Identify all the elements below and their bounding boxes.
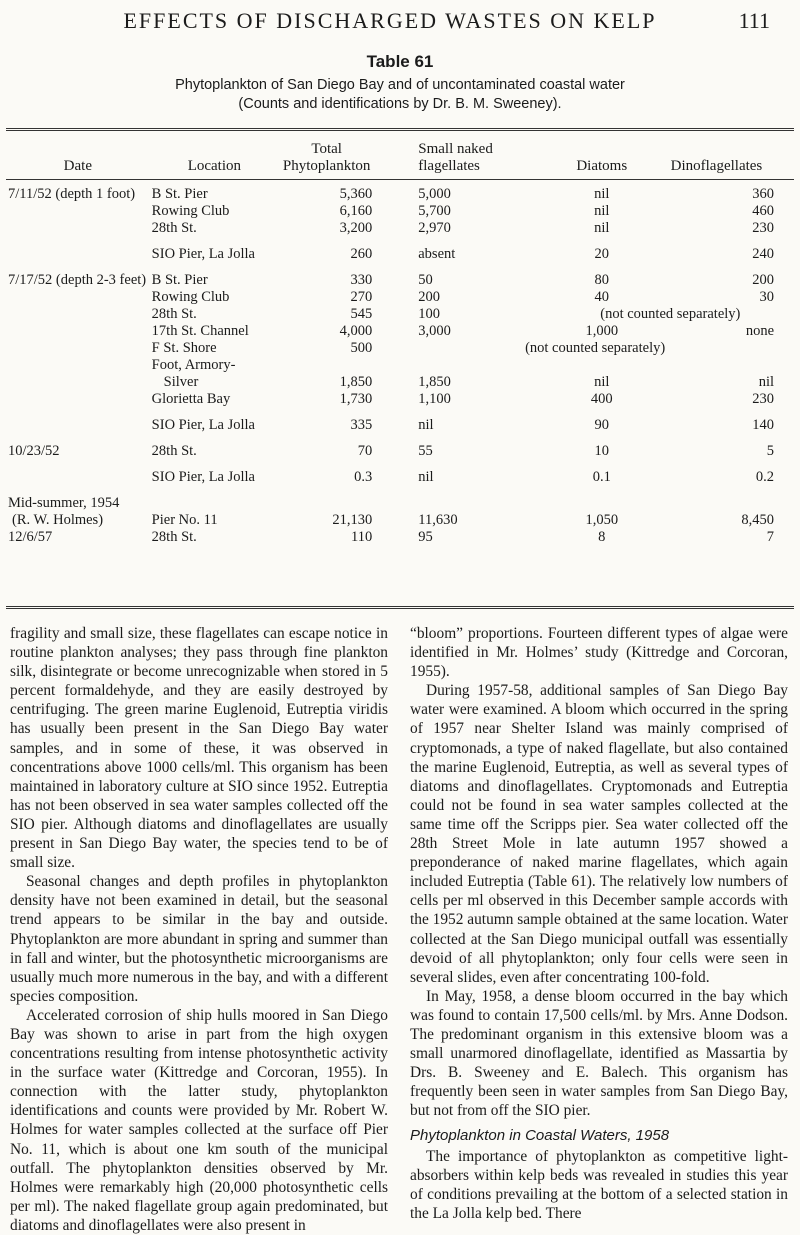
cell-diatoms: nil xyxy=(594,186,610,202)
cell-diatoms: 1,050 xyxy=(585,512,619,528)
table-row xyxy=(6,460,794,486)
cell-date xyxy=(6,391,150,408)
cell-total: 0.3 xyxy=(354,469,373,485)
table-caption xyxy=(40,76,760,114)
col-header-total: Total Phytoplankton xyxy=(282,141,371,174)
cell-date: 10/23/52 xyxy=(8,443,60,459)
cell-total: 500 xyxy=(350,340,373,356)
cell-date: Mid-summer, 1954 xyxy=(8,495,120,511)
left-text-column xyxy=(10,624,388,1235)
cell-flagellates: 11,630 xyxy=(418,512,458,528)
cell-location: Foot, Armory- xyxy=(151,357,236,373)
cell-date xyxy=(6,220,150,237)
cell-dinoflagellates: 7 xyxy=(766,529,774,545)
cell-dinoflagellates: 240 xyxy=(752,246,774,262)
table-row xyxy=(6,434,794,460)
cell-total: 270 xyxy=(350,289,373,305)
cell-total: 21,130 xyxy=(332,512,373,528)
cell-location: Pier No. 11 xyxy=(151,512,218,528)
table-row xyxy=(6,512,794,529)
cell-date xyxy=(6,203,150,220)
cell-total: 330 xyxy=(350,272,373,288)
cell-date xyxy=(6,306,150,323)
table-row xyxy=(6,186,794,203)
cell-diatoms: 90 xyxy=(594,417,610,433)
cell-date xyxy=(6,460,150,486)
cell-date xyxy=(6,340,150,357)
cell-location: Glorietta Bay xyxy=(151,391,231,407)
cell-total xyxy=(279,357,396,374)
paragraph: fragility and small size, these flagellates can escape notice in routine plankton analyses; they pass through fine plankton silk, disintegrate or become unrecognizable when stored in 5 percent formaldehyde, and they are easily destroyed by centrifuging. The green marine Euglenoid, Eutreptia viridis has usually been present in the San Diego Bay water samples, and in some of these, it was observed in concentrations above 1000 cells/ml. This organism has been maintained in laboratory culture at SIO since 1952. Eutreptia has not been observed in sea water samples collected off the SIO pier. Although diatoms and dinoflagellates are usually present in San Diego Bay water, the species tend to be of small size. xyxy=(10,625,388,872)
cell-total: 545 xyxy=(350,306,373,322)
cell-total: 4,000 xyxy=(339,323,373,339)
cell-diatoms: nil xyxy=(594,220,610,236)
cell-total: 1,730 xyxy=(339,391,373,407)
table-header-row xyxy=(6,141,794,180)
col-header-date: Date xyxy=(63,158,92,174)
table-caption-line1: Phytoplankton of San Diego Bay and of uncontaminated coastal water xyxy=(175,77,625,93)
cell-diatoms: 20 xyxy=(594,246,610,262)
paragraph: In May, 1958, a dense bloom occurred in the bay which was found to contain 17,500 cells/ml. by Mrs. Anne Dodson. The predominant organism in this extensive bloom was a small unarmored dinoflagellate, identified as Massartia by Drs. B. Sweeney and E. Balech. This organism has frequently been seen in water samples from San Diego Bay, but not from off the SIO pier. xyxy=(410,987,788,1120)
cell-date xyxy=(6,374,150,391)
table-row xyxy=(6,306,794,323)
cell-location: SIO Pier, La Jolla xyxy=(151,246,255,262)
cell-flagellates: 100 xyxy=(418,306,440,322)
cell-flagellates: 1,100 xyxy=(418,391,451,407)
cell-flagellates: 55 xyxy=(418,443,433,459)
cell-total: 335 xyxy=(350,417,373,433)
cell-total: 260 xyxy=(350,246,373,262)
cell-flagellates: 1,850 xyxy=(418,374,451,390)
paragraph: The importance of phytoplankton as competitive light-absorbers within kelp beds was revealed in studies this year of conditions prevailing at the bottom of a selected station in the La Jolla kelp bed. There xyxy=(410,1147,788,1222)
cell-dinoflagellates: nil xyxy=(758,374,774,390)
col-header-dinoflagellates: Dinoflagellates xyxy=(670,158,763,174)
table-row xyxy=(6,357,794,374)
cell-date: 7/17/52 (depth 2-3 feet) xyxy=(8,272,147,288)
cell-date xyxy=(6,289,150,306)
col-header-location: Location xyxy=(187,158,242,174)
section-heading: Phytoplankton in Coastal Waters, 1958 xyxy=(410,1127,670,1145)
cell-flagellates: 2,970 xyxy=(418,220,451,236)
col-header-diatoms: Diatoms xyxy=(576,158,628,174)
cell-diatoms: 10 xyxy=(594,443,610,459)
cell-location: 28th St. xyxy=(151,529,197,545)
cell-flagellates: 50 xyxy=(418,272,433,288)
table-row xyxy=(6,486,794,512)
table-row xyxy=(6,220,794,237)
cell-date xyxy=(6,323,150,340)
cell-location: B St. Pier xyxy=(151,272,208,288)
cell-flagellates: nil xyxy=(418,417,434,433)
cell-diatoms: 1,000 xyxy=(585,323,619,339)
cell-date: 12/6/57 xyxy=(8,529,53,545)
paragraph: “bloom” proportions. Fourteen different types of algae were identified in Mr. Holmes’ study (Kittredge and Corcoran, 1955). xyxy=(410,625,788,681)
cell-date xyxy=(6,408,150,434)
cell-date xyxy=(6,237,150,263)
running-head xyxy=(0,8,800,38)
cell-dinoflagellates: 460 xyxy=(752,203,774,219)
table-row xyxy=(6,391,794,408)
cell-diatoms: nil xyxy=(594,374,610,390)
cell-total: 3,200 xyxy=(339,220,373,236)
cell-total: 5,360 xyxy=(339,186,373,202)
cell-date: (R. W. Holmes) xyxy=(12,512,104,528)
cell-note: (not counted separately) xyxy=(600,306,741,322)
cell-dinoflagellates: 200 xyxy=(752,272,774,288)
table-row xyxy=(6,203,794,220)
cell-flagellates: 200 xyxy=(418,289,440,305)
cell-flagellates: nil xyxy=(418,469,434,485)
cell-total: 6,160 xyxy=(339,203,373,219)
table-row xyxy=(6,263,794,289)
cell-location: Rowing Club xyxy=(151,203,230,219)
cell-location: SIO Pier, La Jolla xyxy=(151,417,255,433)
cell-dinoflagellates: none xyxy=(745,323,774,339)
cell-dinoflagellates: 230 xyxy=(752,220,774,236)
cell-location: Silver xyxy=(163,374,199,390)
cell-diatoms: 8 xyxy=(598,529,606,545)
cell-dinoflagellates: 30 xyxy=(759,289,774,305)
running-title: EFFECTS OF DISCHARGED WASTES ON KELP xyxy=(123,8,657,33)
cell-dinoflagellates: 360 xyxy=(752,186,774,202)
paragraph: Seasonal changes and depth profiles in phytoplankton density have not been examined in detail, but the seasonal trend appears to be similar in the bay and outside. Phytoplankton are more abundant in spring and summer than in fall and winter, but the photosynthetic microorganisms are usually much more numerous in the bay, and with a different species composition. xyxy=(10,873,388,1005)
cell-diatoms: 40 xyxy=(594,289,610,305)
cell-location: B St. Pier xyxy=(151,186,208,202)
table-row xyxy=(6,289,794,306)
table-row xyxy=(6,340,794,357)
cell-total: 70 xyxy=(357,443,373,459)
table-label: Table 61 xyxy=(366,52,434,71)
cell-location: 28th St. xyxy=(151,220,197,236)
table-row xyxy=(6,529,794,546)
table-row xyxy=(6,374,794,391)
cell-dinoflagellates: 0.2 xyxy=(755,469,774,485)
cell-dinoflagellates: 140 xyxy=(752,417,774,433)
right-text-column xyxy=(410,624,788,1223)
cell-diatoms: nil xyxy=(594,203,610,219)
cell-dinoflagellates: 8,450 xyxy=(741,512,774,528)
page-number: 111 xyxy=(738,8,770,33)
cell-flagellates: 3,000 xyxy=(418,323,451,339)
cell-diatoms: 0.1 xyxy=(592,469,611,485)
table-bottom-rule xyxy=(6,606,794,609)
cell-dinoflagellates: 5 xyxy=(766,443,774,459)
cell-flagellates: absent xyxy=(418,246,456,262)
paragraph: Accelerated corrosion of ship hulls moored in San Diego Bay was shown to arise in part from the high oxygen concentrations resulting from intense photosynthetic activity in the surface water (Kittredge and Corcoran, 1955). In connection with the latter study, phytoplankton identifications and counts were provided by Mr. Robert W. Holmes for water samples collected at the surface off Pier No. 11, which is about one km south of the municipal outfall. The phytoplankton densities observed by Mr. Holmes were remarkably high (20,000 photosynthetic cells per ml). The naked flagellate group again predominated, but diatoms and dinoflagellates were also present in xyxy=(10,1006,388,1234)
cell-date xyxy=(6,357,150,374)
col-header-flagellates: Small naked flagellates xyxy=(418,141,493,174)
cell-location: Rowing Club xyxy=(151,289,230,305)
cell-flagellates: 5,700 xyxy=(418,203,451,219)
cell-note: (not counted separately) xyxy=(525,340,666,356)
cell-date: 7/11/52 (depth 1 foot) xyxy=(8,186,136,202)
cell-location: F St. Shore xyxy=(151,340,217,356)
cell-diatoms: 80 xyxy=(594,272,610,288)
cell-total: 110 xyxy=(351,529,373,545)
cell-dinoflagellates: 230 xyxy=(752,391,774,407)
table-row xyxy=(6,237,794,263)
paragraph: During 1957-58, additional samples of San Diego Bay water were examined. A bloom which occurred in the spring of 1957 near Shelter Island was mainly comprised of cryptomonads, a type of naked flagellate, but also contained the marine Euglenoid, Eutreptia, as well as several types of diatoms and dinoflagellates. Cryptomonads and Eutreptia could not be found in sea water samples collected at the same time off the Scripps pier. Sea water collected off the 28th Street Mole in late autumn 1957 showed a preponderance of naked marine flagellates, which again included Eutreptia (Table 61). The relatively low numbers of cells per ml observed in this December sample accords with the 1952 autumn sample obtained at the same location. Water collected at the San Diego municipal outfall was essentially devoid of all phytoplankton; only four cells were seen in several slides, even after concentrating 100-fold. xyxy=(410,682,789,986)
table-top-rule xyxy=(6,128,794,131)
table-row xyxy=(6,408,794,434)
cell-location: 17th St. Channel xyxy=(151,323,249,339)
cell-location: 28th St. xyxy=(151,306,197,322)
cell-location: SIO Pier, La Jolla xyxy=(151,469,255,485)
cell-flagellates: 5,000 xyxy=(418,186,451,202)
cell-location: 28th St. xyxy=(151,443,197,459)
cell-diatoms: 400 xyxy=(590,391,613,407)
table-caption-line2: (Counts and identifications by Dr. B. M. Sweeney). xyxy=(238,96,562,112)
cell-total: 1,850 xyxy=(339,374,373,390)
table-row xyxy=(6,323,794,340)
phytoplankton-table xyxy=(6,141,794,546)
cell-flagellates: 95 xyxy=(418,529,433,545)
